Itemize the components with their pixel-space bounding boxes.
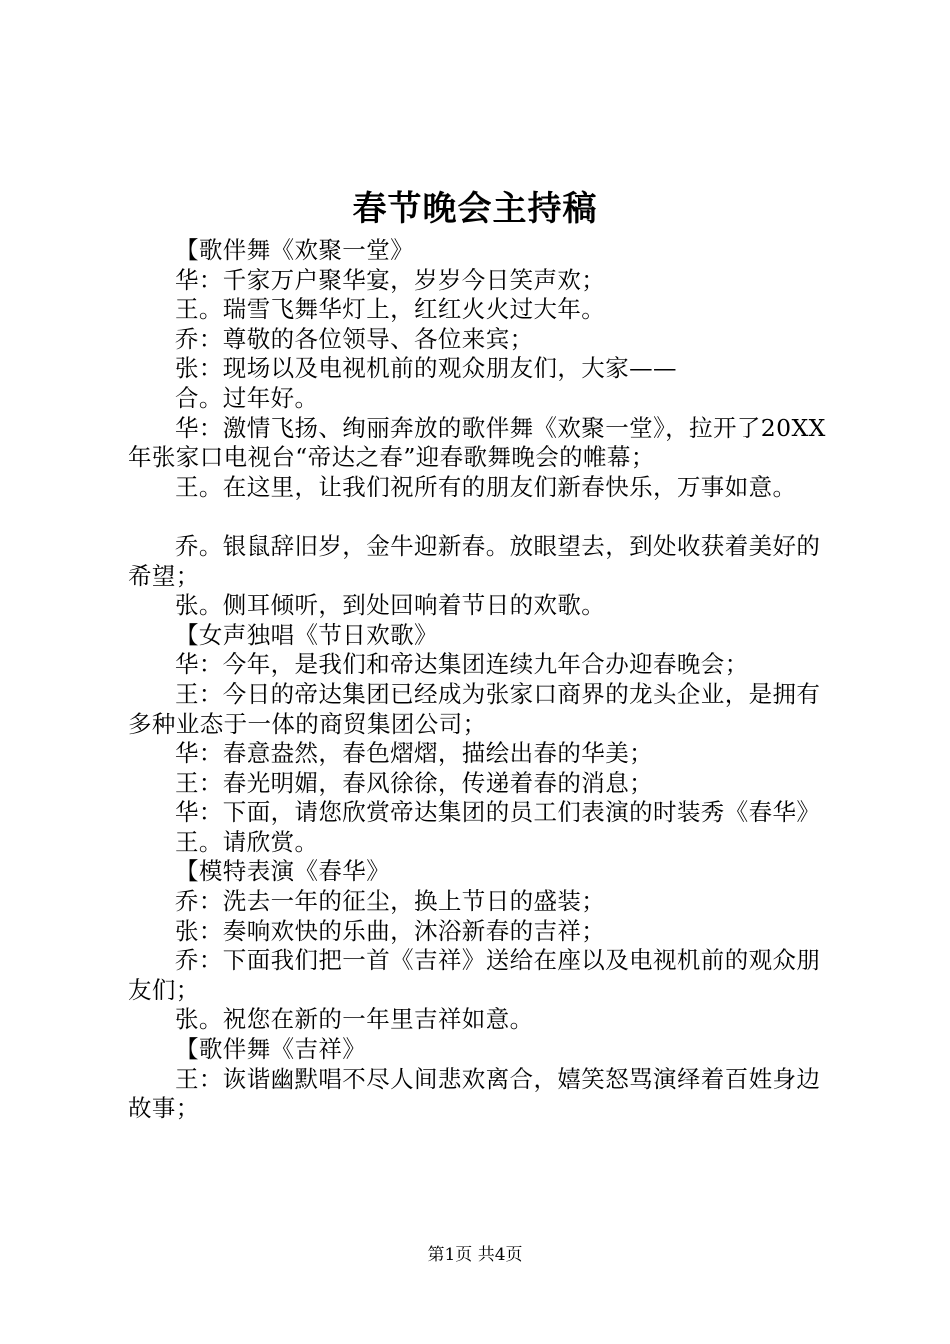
paragraph: 华：下面，请您欣赏帝达集团的员工们表演的时装秀《春华》 — [175, 798, 821, 827]
paragraph: 华：激情飞扬、绚丽奔放的歌伴舞《欢聚一堂》，拉开了20XX年张家口电视台“帝达之春”迎春歌舞晚会的帷幕； — [128, 413, 826, 472]
paragraph: 乔。银鼠辞旧岁，金牛迎新春。放眼望去，到处收获着美好的希望； — [128, 531, 821, 590]
paragraph: 华：今年，是我们和帝达集团连续九年合办迎春晚会； — [175, 650, 749, 679]
paragraph: 乔：尊敬的各位领导、各位来宾； — [175, 324, 534, 353]
paragraph: 王。在这里，让我们祝所有的朋友们新春快乐，万事如意。 — [175, 472, 797, 501]
paragraph: 华：千家万户聚华宴，岁岁今日笑声欢； — [175, 265, 606, 294]
paragraph: 张：现场以及电视机前的观众朋友们，大家—— — [175, 354, 677, 383]
paragraph: 张。侧耳倾听，到处回响着节日的欢歌。 — [175, 591, 606, 620]
paragraph: 乔：洗去一年的征尘，换上节日的盛装； — [175, 887, 606, 916]
paragraph: 【歌伴舞《吉祥》 — [175, 1035, 367, 1064]
paragraph: 合。过年好。 — [175, 383, 319, 412]
page-footer: 第1页 共4页 — [427, 1245, 523, 1265]
paragraph: 张。祝您在新的一年里吉祥如意。 — [175, 1005, 534, 1034]
paragraph: 【女声独唱《节日欢歌》 — [175, 620, 438, 649]
paragraph: 王。请欣赏。 — [175, 827, 319, 856]
paragraph: 张：奏响欢快的乐曲，沐浴新春的吉祥； — [175, 916, 606, 945]
paragraph: 乔：下面我们把一首《吉祥》送给在座以及电视机前的观众朋友们； — [128, 946, 821, 1004]
paragraph: 王。瑞雪飞舞华灯上，红红火火过大年。 — [175, 295, 606, 324]
paragraph: 王：春光明媚，春风徐徐，传递着春的消息； — [175, 768, 653, 797]
paragraph: 【模特表演《春华》 — [175, 857, 391, 886]
document-title: 春节晚会主持稿 — [352, 189, 598, 229]
paragraph: 【歌伴舞《欢聚一堂》 — [175, 236, 414, 264]
paragraph: 王：今日的帝达集团已经成为张家口商界的龙头企业，是拥有多种业态于一体的商贸集团公司； — [128, 679, 821, 738]
paragraph: 王：诙谐幽默唱不尽人间悲欢离合，嬉笑怒骂演绎着百姓身边故事； — [128, 1064, 821, 1123]
paragraph: 华：春意盎然，春色熠熠，描绘出春的华美； — [175, 739, 653, 768]
document-body — [128, 236, 834, 1124]
